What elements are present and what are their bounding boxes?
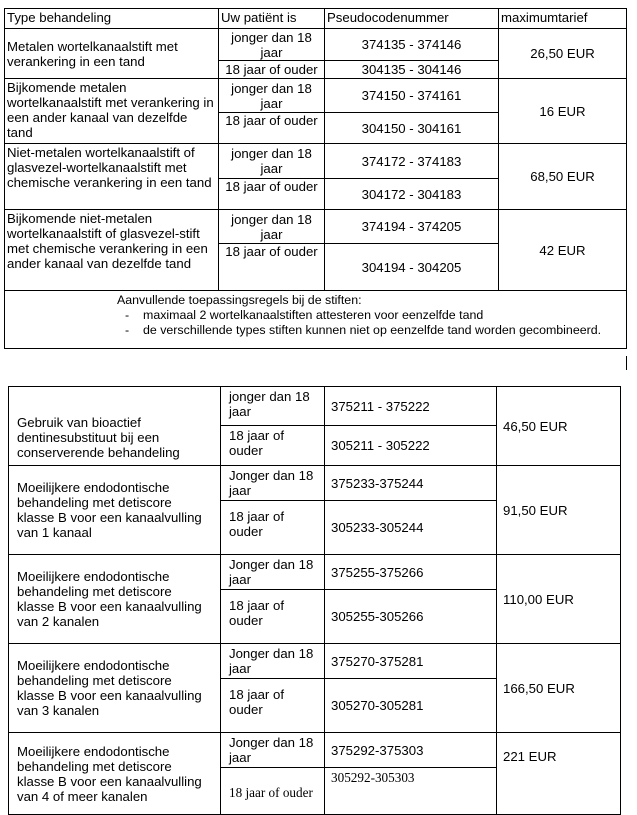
age-cell: 18 jaar of ouder xyxy=(221,679,325,733)
code-cell: 305233-305244 xyxy=(325,501,497,555)
bullet: - xyxy=(125,323,130,337)
type-cell: Bijkomende niet-metalen wortelkanaalstift of glasvezel-stift met chemische verankering in een ander kanaal van dezelfde tand xyxy=(5,210,219,291)
code-cell: 374172 - 374183 xyxy=(325,144,499,179)
age-cell: 18 jaar of ouder xyxy=(221,501,325,555)
code-cell: 375292-375303 xyxy=(325,733,497,768)
age-cell: jonger dan 18 jaar xyxy=(219,144,325,179)
header-type: Type behandeling xyxy=(5,9,219,29)
bullet: - xyxy=(125,308,130,322)
notes-intro: Aanvullende toepassingsregels bij de stiften: xyxy=(117,293,362,307)
type-cell: Bijkomende metalen wortelkanaalstift met verankering in een ander kanaal van dezelfde tand xyxy=(5,79,219,144)
age-cell: Jonger dan 18 jaar xyxy=(221,466,325,501)
code-cell: 304135 - 304146 xyxy=(325,61,499,79)
table-row xyxy=(5,79,627,113)
type-cell: Gebruik van bioactief dentinesubstituut bij een conserverende behandeling xyxy=(9,387,221,466)
table-row xyxy=(9,644,621,679)
age-cell: 18 jaar of ouder xyxy=(219,61,325,79)
price-cell: 46,50 EUR xyxy=(497,387,621,466)
table-row xyxy=(5,210,627,244)
table-row xyxy=(5,144,627,179)
code-cell: 305255-305266 xyxy=(325,590,497,644)
notes-item xyxy=(117,323,626,338)
header-patient: Uw patiënt is xyxy=(219,9,325,29)
age-cell: jonger dan 18 jaar xyxy=(219,79,325,113)
code-cell: 304194 - 304205 xyxy=(325,244,499,291)
price-cell: 26,50 EUR xyxy=(499,29,627,79)
code-cell: 374135 - 374146 xyxy=(325,29,499,61)
age-cell: Jonger dan 18 jaar xyxy=(221,644,325,679)
price-cell: 91,50 EUR xyxy=(497,466,621,555)
notes-row xyxy=(5,291,627,349)
notes-item-text: de verschillende types stiften kunnen niet op eenzelfde tand worden gecombineerd. xyxy=(143,323,602,337)
code-cell: 305270-305281 xyxy=(325,679,497,733)
age-cell: 18 jaar of ouder xyxy=(219,244,325,291)
price-cell: 221 EUR xyxy=(497,733,621,815)
code-cell: 374194 - 374205 xyxy=(325,210,499,244)
table-row xyxy=(9,387,621,426)
type-cell: Moeilijkere endodontische behandeling met detiscore klasse B voor een kanaalvulling van 1 kanaal xyxy=(9,466,221,555)
price-cell: 110,00 EUR xyxy=(497,555,621,644)
type-cell: Moeilijkere endodontische behandeling met detiscore klasse B voor een kanaalvulling van 3 kanalen xyxy=(9,644,221,733)
table-row xyxy=(9,466,621,501)
divider-mark xyxy=(626,356,627,370)
age-cell: 18 jaar of ouder xyxy=(221,590,325,644)
age-cell: 18 jaar of ouder xyxy=(221,768,325,815)
age-cell: jonger dan 18 jaar xyxy=(219,29,325,61)
age-cell: 18 jaar of ouder xyxy=(221,426,325,466)
table-row xyxy=(9,555,621,590)
price-cell: 68,50 EUR xyxy=(499,144,627,210)
notes-item-text: maximaal 2 wortelkanaalstiften attesteren voor eenzelfde tand xyxy=(143,308,484,322)
code-cell: 375233-375244 xyxy=(325,466,497,501)
code-cell: 375211 - 375222 xyxy=(325,387,497,426)
age-cell: jonger dan 18 jaar xyxy=(219,210,325,244)
header-tariff: maximumtarief xyxy=(499,9,627,29)
type-cell: Moeilijkere endodontische behandeling met detiscore klasse B voor een kanaalvulling van 4 of meer kanalen xyxy=(9,733,221,815)
notes-item xyxy=(117,308,626,323)
code-cell: 305211 - 305222 xyxy=(325,426,497,466)
table-row xyxy=(5,29,627,61)
code-cell: 375255-375266 xyxy=(325,555,497,590)
type-cell: Niet-metalen wortelkanaalstift of glasvezel-wortelkanaalstift met chemische verankering in een tand xyxy=(5,144,219,210)
header-code: Pseudocodenummer xyxy=(325,9,499,29)
code-cell: 375270-375281 xyxy=(325,644,497,679)
code-cell: 304150 - 304161 xyxy=(325,113,499,144)
code-cell: 374150 - 374161 xyxy=(325,79,499,113)
code-cell: 304172 - 304183 xyxy=(325,179,499,210)
tariff-table-endodontie xyxy=(8,386,621,815)
type-cell: Metalen wortelkanaalstift met verankering in een tand xyxy=(5,29,219,79)
age-cell: 18 jaar of ouder xyxy=(219,179,325,210)
code-cell: 305292-305303 xyxy=(325,768,497,815)
table-header-row xyxy=(5,9,627,29)
price-cell: 16 EUR xyxy=(499,79,627,144)
table-row xyxy=(9,733,621,768)
age-cell: Jonger dan 18 jaar xyxy=(221,733,325,768)
age-cell: jonger dan 18 jaar xyxy=(221,387,325,426)
price-cell: 166,50 EUR xyxy=(497,644,621,733)
tariff-table-stiften xyxy=(4,8,627,349)
age-cell: Jonger dan 18 jaar xyxy=(221,555,325,590)
type-cell: Moeilijkere endodontische behandeling met detiscore klasse B voor een kanaalvulling van 2 kanalen xyxy=(9,555,221,644)
age-cell: 18 jaar of ouder xyxy=(219,113,325,144)
price-cell: 42 EUR xyxy=(499,210,627,291)
application-rules xyxy=(5,291,627,349)
